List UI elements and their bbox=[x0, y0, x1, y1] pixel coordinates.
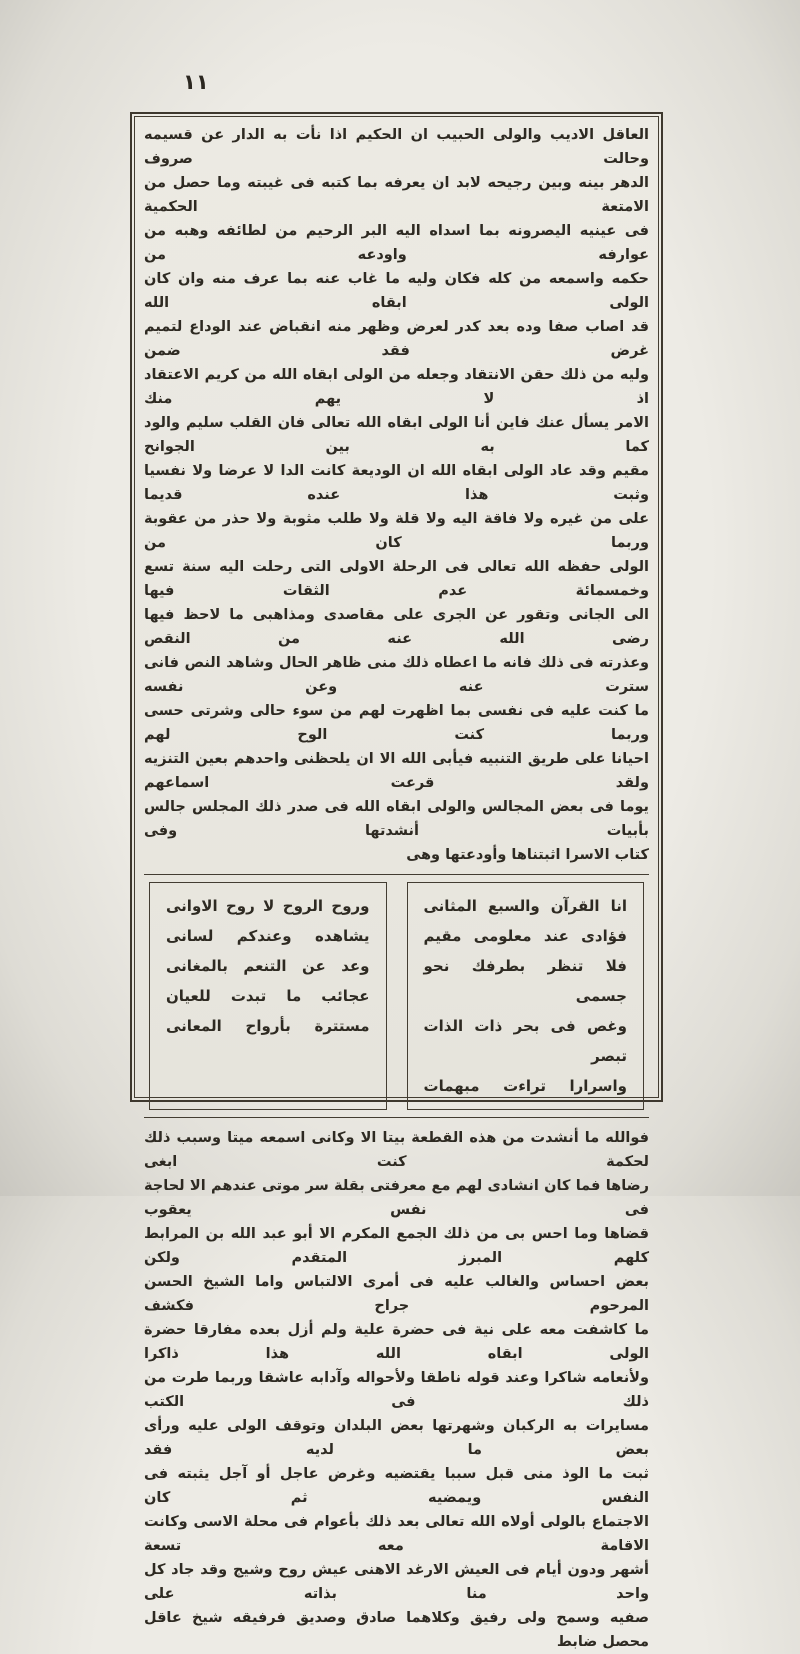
text-line: احيانا على طريق التنبيه فيأبى الله الا ان يلحظنى واحدهم بعين التنزيه ولقد قرعت اسماعهم bbox=[144, 751, 649, 791]
text-line: الاجتماع بالولى أولاه الله تعالى بعد ذلك بأعوام فى محلة الاسى وكانت الاقامة معه تسعة bbox=[144, 1514, 649, 1554]
text-line: الامر يسأل عنك فاين أنا الولى ابقاه الله تعالى فان القلب سليم والود كما به بين الجوانح bbox=[144, 415, 649, 455]
top-text-block bbox=[144, 123, 649, 867]
frame-inner bbox=[134, 116, 659, 1650]
poem-left-column bbox=[149, 882, 387, 1110]
text-line: مسايرات به الركبان وشهرتها بعض البلدان وتوقف الولى عليه ورأى بعض ما لديه فقد bbox=[144, 1418, 649, 1458]
verse-line: فؤادى عند معلومى مقيم bbox=[423, 927, 627, 945]
text-line: ثبت ما الوذ منى قبل سببا يقتضيه وغرض عاجل أو آجل يثبته فى النفس ويمضيه ثم كان bbox=[144, 1466, 649, 1506]
text-line: ولأنعامه شاكرا وعند قوله ناطقا ولأحواله وآدابه عاشقا وربما طرت من ذلك فى الكتب bbox=[144, 1370, 649, 1410]
verse-line: يشاهده وعندكم لسانى bbox=[166, 927, 370, 945]
text-line: الولى حفظه الله تعالى فى الرحلة الاولى التى رحلت اليه سنة تسع وخمسمائة عدم الثقات فيها bbox=[144, 559, 649, 599]
text-line: يوما فى بعض المجالس والولى ابقاه الله فى صدر ذلك المجلس جالس بأبيات أنشدتها وفى bbox=[144, 799, 649, 839]
verse-line: مستترة بأرواح المعانى bbox=[166, 1017, 370, 1035]
text-line: حكمه واسمعه من كله فكان وليه ما غاب عنه بما عرف منه وان كان الولى ابقاه الله bbox=[144, 271, 649, 311]
text-line: ما كاشفت معه على نية فى حضرة علية ولم أزل بعده مفارقا حضرة الولى ابقاه الله هذا ذاكرا bbox=[144, 1322, 649, 1362]
poem-right-column bbox=[407, 882, 645, 1110]
verse-line: وغص فى بحر ذات الذات تبصر bbox=[423, 1017, 627, 1065]
text-line: فوالله ما أنشدت من هذه القطعة بيتا الا وكانى اسمعه ميتا وسبب ذلك لحكمة كنت ابغى bbox=[144, 1130, 649, 1170]
poem-section bbox=[144, 874, 649, 1118]
text-line: مقيم وقد عاد الولى ابقاه الله ان الوديعة كانت الدا لا عرضا ولا نفسيا وثبت هذا عنده قديما bbox=[144, 463, 649, 503]
verse-line: عجائب ما تبدت للعيان bbox=[166, 987, 370, 1005]
text-line: صفيه وسمح ولى رفيق وكلاهما صادق وصديق فرفيقه شيخ عاقل محصل ضابط bbox=[144, 1610, 649, 1650]
text-line: على من غيره ولا فاقة اليه ولا قلة ولا طلب مثوبة ولا حذر من عقوبة وربما كان من bbox=[144, 511, 649, 551]
text-line: كتاب الاسرا اثبتناها وأودعتها وهى bbox=[406, 847, 649, 863]
text-line: وعذرته فى ذلك فانه ما اعطاه ذلك منى ظاهر الحال وشاهد النص فانى سترت عنه وعن نفسه bbox=[144, 655, 649, 695]
text-line: الى الجانى وتقور عن الجرى على مقاصدى ومذاهبى ما لاحظ فيها رضى الله عنه من النقص bbox=[144, 607, 649, 647]
text-line: بعض احساس والغالب عليه فى أمرى الالتباس واما الشيخ الحسن المرحوم جراح فكشف bbox=[144, 1274, 649, 1314]
text-line: وليه من ذلك حقن الانتقاد وجعله من الولى ابقاه الله من كريم الاعتقاد اذ لا يهم منك bbox=[144, 367, 649, 407]
text-line: أشهر ودون أيام فى العيش الارغد الاهنى عيش روح وشيج وقد جاد كل واحد منا بذاته على bbox=[144, 1562, 649, 1602]
bottom-text-block bbox=[144, 1126, 649, 1654]
text-line: العاقل الاديب والولى الحبيب ان الحكيم اذا نأت به الدار عن قسيمه وحالت صروف bbox=[144, 127, 649, 167]
verse-line: انا القرآن والسبع المثانى bbox=[423, 897, 627, 915]
text-line: فى عينيه اليصرونه بما اسداه اليه البر الرحيم من لطائفه وهبه من عوارفه واودعه من bbox=[144, 223, 649, 263]
verse-line: فلا تنظر بطرفك نحو جسمى bbox=[423, 957, 627, 1005]
text-line: قضاها وما احس بى من ذلك الجمع المكرم الا أبو عبد الله بن المرابط كلهم المبرز المتقدم ولكن bbox=[144, 1226, 649, 1266]
text-line: الدهر بينه وبين رجيحه لابد ان يعرفه بما كتبه فى غيبته وما حصل من الامتعة الحكمية bbox=[144, 175, 649, 215]
page-number: ١١ bbox=[183, 70, 209, 94]
text-line: رضاها فما كان انشادى لهم مع معرفتى بقلة سر موتى عندهم الا لحاجة فى نفس يعقوب bbox=[144, 1178, 649, 1218]
verse-line: وعد عن التنعم بالمغانى bbox=[166, 957, 370, 975]
page-frame bbox=[130, 112, 663, 1650]
verse-line: وروح الروح لا روح الاوانى bbox=[166, 897, 370, 915]
verse-line: واسرارا تراءت مبهمات bbox=[423, 1077, 627, 1095]
text-line: ما كنت عليه فى نفسى بما اظهرت لهم من سوء حالى وشرتى حسى وربما كنت الوح لهم bbox=[144, 703, 649, 743]
text-line: قد اصاب صفا وده بعد كدر لعرض وظهر منه انقباض عند الوداع لتميم غرض فقد ضمن bbox=[144, 319, 649, 359]
